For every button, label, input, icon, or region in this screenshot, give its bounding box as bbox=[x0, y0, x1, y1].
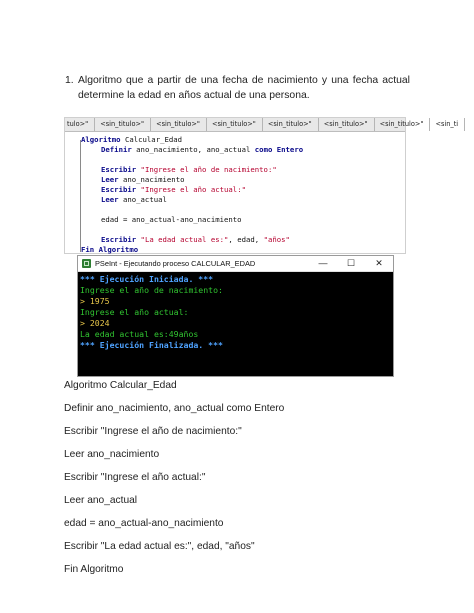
plain-algorithm-line: Fin Algoritmo bbox=[64, 564, 124, 575]
code-line: Algoritmo Calcular_Edad bbox=[81, 135, 183, 144]
maximize-button[interactable]: ☐ bbox=[346, 258, 356, 268]
editor-tab[interactable]: <sin_titulo>" bbox=[375, 118, 431, 131]
editor-tab[interactable]: tulo>" bbox=[65, 118, 95, 131]
editor-tab[interactable]: <sin_titulo>" bbox=[207, 118, 263, 131]
code-line: Escribir "Ingrese el año de nacimiento:" bbox=[101, 165, 277, 174]
code-line: Escribir "La edad actual es:", edad, "años" bbox=[101, 235, 290, 244]
pseint-app-icon bbox=[82, 259, 91, 268]
question bbox=[65, 73, 410, 103]
editor-tab[interactable]: <sin_titulo>" bbox=[151, 118, 207, 131]
console-line: Ingrese el año actual: bbox=[80, 307, 189, 317]
editor-tab[interactable]: <sin_titulo>" bbox=[263, 118, 319, 131]
console-input-line: > 2024 bbox=[80, 318, 110, 328]
plain-algorithm-line: Algoritmo Calcular_Edad bbox=[64, 380, 177, 391]
editor-tab[interactable]: <sin_titulo>" bbox=[319, 118, 375, 131]
code-line: Leer ano_nacimiento bbox=[101, 175, 185, 184]
editor-tab[interactable]: <sin_titulo>" bbox=[95, 118, 151, 131]
code-editor bbox=[64, 117, 459, 254]
console-output[interactable] bbox=[78, 272, 393, 376]
console-line: Ingrese el año de nacimiento: bbox=[80, 285, 223, 295]
window-title: PSeInt - Ejecutando proceso CALCULAR_EDAD bbox=[95, 259, 256, 268]
editor-tab-bar bbox=[65, 118, 459, 132]
close-button[interactable]: ✕ bbox=[375, 258, 383, 268]
minimize-button[interactable]: — bbox=[318, 258, 328, 268]
plain-algorithm-line: Escribir "La edad actual es:", edad, "años" bbox=[64, 541, 255, 552]
plain-algorithm-line: Definir ano_nacimiento, ano_actual como Entero bbox=[64, 403, 285, 414]
execution-window bbox=[77, 255, 394, 377]
plain-algorithm-line: Leer ano_nacimiento bbox=[64, 449, 160, 460]
block-guide-line bbox=[80, 140, 81, 252]
window-titlebar[interactable] bbox=[78, 256, 393, 272]
editor-tab[interactable]: <sin_ti bbox=[430, 118, 465, 131]
code-line: Leer ano_actual bbox=[101, 195, 167, 204]
plain-algorithm-line: Leer ano_actual bbox=[64, 495, 138, 506]
code-line: Escribir "Ingrese el año actual:" bbox=[101, 185, 246, 194]
plain-algorithm-line: Escribir "Ingrese el año actual:" bbox=[64, 472, 206, 483]
console-line: La edad actual es:49años bbox=[80, 329, 199, 339]
plain-algorithm-line: edad = ano_actual-ano_nacimiento bbox=[64, 518, 224, 529]
console-line: *** Ejecución Finalizada. *** bbox=[80, 340, 223, 350]
code-line: Definir ano_nacimiento, ano_actual como Entero bbox=[101, 145, 304, 154]
code-line: Fin Algoritmo bbox=[81, 245, 139, 254]
question-number: 1. bbox=[65, 75, 74, 86]
console-input-line: > 1975 bbox=[80, 296, 110, 306]
code-line: edad = ano_actual-ano_nacimiento bbox=[101, 215, 242, 224]
plain-algorithm-line: Escribir "Ingrese el año de nacimiento:" bbox=[64, 426, 242, 437]
console-line: *** Ejecución Iniciada. *** bbox=[80, 274, 214, 284]
question-text: Algoritmo que a partir de una fecha de nacimiento y una fecha actual determine la edad en años actual de una persona. bbox=[78, 75, 410, 101]
code-area[interactable] bbox=[65, 132, 405, 253]
